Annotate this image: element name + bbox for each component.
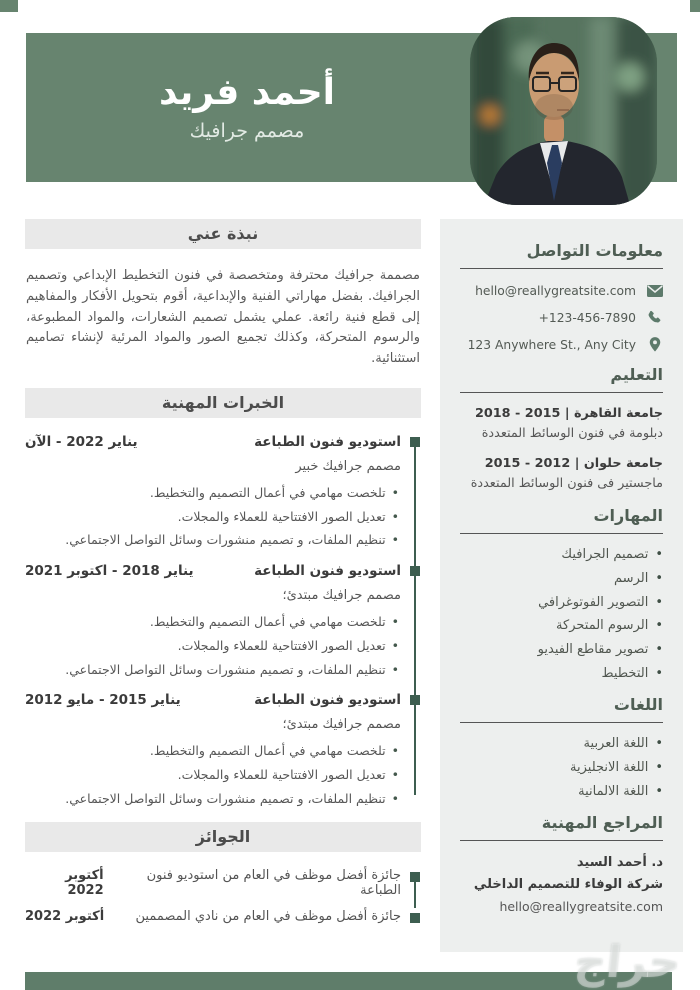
location-icon — [646, 336, 663, 353]
contact-row — [460, 282, 663, 299]
education-section — [460, 365, 663, 493]
contact-section — [460, 241, 663, 353]
job-role: مصمم جرافيك مبتدئ؛ — [282, 588, 401, 604]
job-company: استوديو فنون الطباعة — [254, 563, 401, 580]
reference-email: hello@reallygreatsite.com — [499, 898, 663, 914]
job-bullet: • تعديل الصور الافتتاحية للعملاء والمجلات. — [25, 766, 399, 785]
job-bullets — [25, 484, 399, 550]
award-text: جائزة أفضل موظف في العام من استوديو فنون الطباعة — [146, 867, 401, 898]
email-icon — [646, 282, 663, 299]
main-column — [25, 219, 421, 935]
job-head — [25, 692, 401, 708]
education-school-dates: جامعة حلوان | 2012 - 2015 — [484, 455, 663, 471]
job-role: مصمم جرافيك خبير — [295, 458, 401, 474]
reference-name: د. أحمد السيد — [576, 854, 663, 870]
job-bullet: • تلخصت مهامي في أعمال التصميم والتخطيط. — [25, 484, 399, 503]
reference-entry — [460, 854, 663, 914]
languages-section — [460, 695, 663, 801]
education-entry — [460, 456, 663, 493]
experience-section-header: الخبرات المهنية — [25, 388, 421, 418]
section-divider — [460, 533, 663, 534]
person-job-title: مصمم جرافيك — [189, 119, 305, 142]
corner-accent-top-right — [690, 0, 700, 12]
references-section — [460, 813, 663, 914]
skill-item: • التصوير الفوتوغرافي — [460, 595, 663, 612]
corner-accent-top-left — [0, 0, 18, 12]
skill-item: • تصوير مقاطع الفيديو — [460, 642, 663, 659]
job-entry — [25, 692, 401, 808]
job-bullet: • تنظيم الملفات، و تصميم منشورات وسائل التواصل الاجتماعي. — [25, 661, 399, 680]
education-school-dates: جامعة القاهرة | 2015 - 2018 — [474, 406, 663, 421]
skill-item: • الرسوم المتحركة — [460, 618, 663, 635]
job-role: مصمم جرافيك مبتدئ؛ — [282, 717, 401, 733]
job-company: استوديو فنون الطباعة — [254, 692, 401, 709]
reference-company: شركة الوفاء للتصميم الداخلي — [473, 877, 663, 893]
job-bullet: • تنظيم الملفات، و تصميم منشورات وسائل التواصل الاجتماعي. — [25, 531, 399, 550]
job-entry — [25, 434, 401, 550]
section-divider — [460, 392, 663, 393]
job-bullets — [25, 742, 399, 808]
job-bullet: • تلخصت مهامي في أعمال التصميم والتخطيط. — [25, 742, 399, 761]
footer-band — [25, 972, 672, 990]
language-item: • اللغة الانجليزية — [460, 760, 663, 777]
person-name: أحمد فريد — [158, 72, 336, 114]
section-divider — [460, 840, 663, 841]
job-bullet: • تنظيم الملفات، و تصميم منشورات وسائل التواصل الاجتماعي. — [25, 790, 399, 809]
contact-phone: +123-456-7890 — [538, 310, 636, 325]
job-date: يناير 2015 - مايو 2012 — [25, 692, 181, 709]
award-text: جائزة أفضل موظف في العام من نادي المصممين — [135, 908, 401, 924]
education-heading: التعليم — [610, 365, 663, 384]
profile-photo-illustration — [470, 17, 657, 205]
section-divider — [460, 268, 663, 269]
languages-list — [460, 736, 663, 801]
awards-timeline-line — [414, 878, 416, 908]
sidebar — [440, 219, 683, 952]
contact-email: hello@reallygreatsite.com — [475, 283, 636, 298]
watermark: حراج — [571, 937, 684, 988]
award-date: أكتوبر 2022 — [65, 867, 104, 898]
contact-row — [460, 309, 663, 326]
references-heading: المراجع المهنية — [541, 812, 663, 832]
awards-list — [25, 868, 421, 924]
education-degree: دبلومة في فنون الوسائط المتعددة — [481, 426, 663, 441]
skill-item: • الرسم — [460, 571, 663, 588]
awards-section-header: الجوائز — [25, 822, 421, 852]
job-head — [25, 563, 401, 579]
about-section-header: نبذة عني — [25, 219, 421, 249]
skills-heading: المهارات — [593, 505, 663, 525]
award-date: أكتوبر 2022 — [25, 908, 105, 924]
education-degree: ماجستير فى فنون الوسائط المتعددة — [470, 475, 663, 491]
about-paragraph: مصممة جرافيك محترفة ومتخصصة في فنون التخطيط الإبداعي وتصميم الجرافيك. بفضل مهاراتي الفنية والإبداعية، أقوم بتحويل الأفكار والمفاهيم إلى قطع فنية رائعة. عملي يشمل تصميم الشعارات، والمواد المطبوعة، والرسوم المتحركة، وكذلك تجميع الصور والمواد المرئية لإنشاء تصاميم استثنائية. — [26, 268, 420, 367]
header-text-block — [26, 33, 468, 182]
award-entry — [25, 909, 401, 924]
education-entry — [460, 406, 663, 443]
job-bullet: • تعديل الصور الافتتاحية للعملاء والمجلات. — [25, 508, 399, 527]
experience-list — [25, 434, 421, 809]
languages-heading: اللغات — [613, 695, 663, 715]
phone-icon — [646, 309, 663, 326]
job-bullet: • تلخصت مهامي في أعمال التصميم والتخطيط. — [25, 613, 399, 632]
skill-item: • التخطيط — [460, 666, 663, 683]
job-entry — [25, 563, 401, 679]
contact-heading: معلومات التواصل — [526, 241, 663, 260]
job-date: يناير 2022 - الآن — [25, 433, 138, 450]
skills-list — [460, 547, 663, 683]
job-company: استوديو فنون الطباعة — [254, 433, 401, 450]
job-bullet: • تعديل الصور الافتتاحية للعملاء والمجلات. — [25, 637, 399, 656]
job-head — [25, 434, 401, 450]
skills-section — [460, 506, 663, 683]
contact-address: 123 Anywhere St., Any City — [467, 337, 636, 352]
language-item: • اللغة الالمانية — [460, 784, 663, 801]
timeline-line — [414, 440, 416, 795]
skill-item: • تصميم الجرافيك — [460, 547, 663, 564]
language-item: • اللغة العربية — [460, 736, 663, 753]
profile-photo — [470, 17, 657, 205]
job-date: يناير 2018 - اكتوبر 2021 — [25, 563, 194, 580]
award-entry — [25, 868, 401, 898]
job-bullets — [25, 613, 399, 679]
contact-row — [460, 336, 663, 353]
section-divider — [460, 722, 663, 723]
